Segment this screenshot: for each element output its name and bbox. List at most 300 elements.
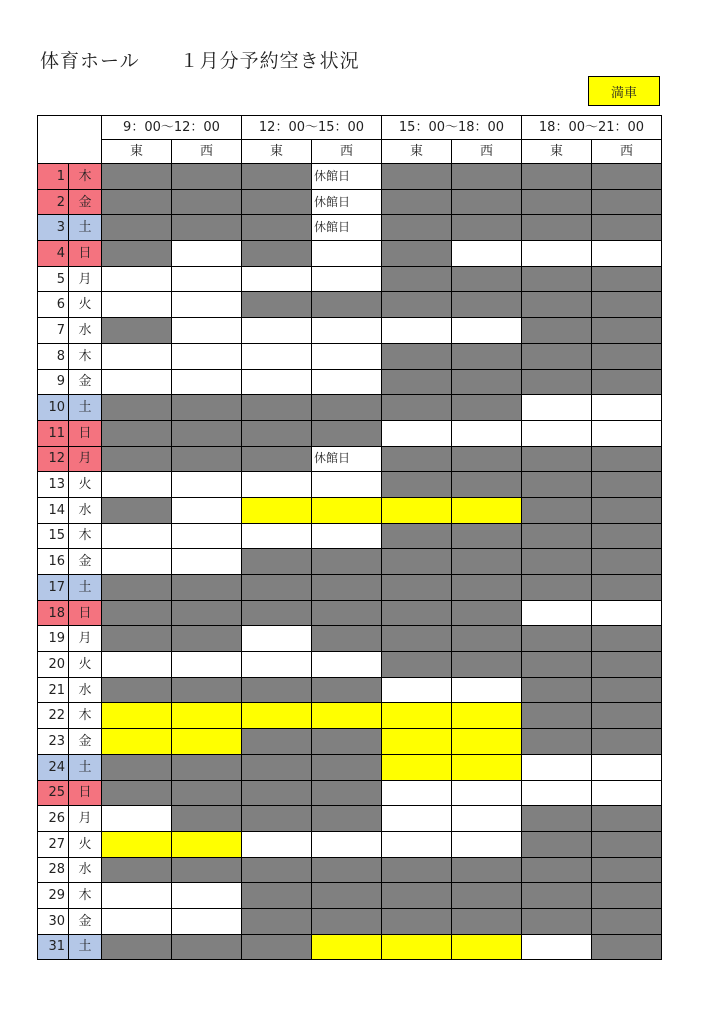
slot-cell-open <box>592 395 662 421</box>
slot-cell-booked <box>382 523 452 549</box>
slot-cell-open <box>242 831 312 857</box>
slot-cell-closed: 休館日 <box>312 164 382 190</box>
slot-cell-booked <box>522 575 592 601</box>
slot-cell-open <box>172 343 242 369</box>
slot-cell-booked <box>452 908 522 934</box>
slot-cell-full <box>452 703 522 729</box>
weekday-label: 土 <box>69 395 102 421</box>
slot-cell-open <box>312 369 382 395</box>
slot-cell-booked <box>102 754 172 780</box>
slot-cell-open <box>452 420 522 446</box>
slot-cell-booked <box>592 677 662 703</box>
slot-cell-open <box>102 266 172 292</box>
slot-cell-booked <box>522 908 592 934</box>
day-number: 20 <box>38 652 69 678</box>
slot-cell-full <box>242 703 312 729</box>
slot-cell-open <box>522 780 592 806</box>
slot-cell-open <box>102 883 172 909</box>
slot-cell-open <box>312 523 382 549</box>
day-number: 15 <box>38 523 69 549</box>
slot-cell-booked <box>592 266 662 292</box>
slot-cell-booked <box>102 420 172 446</box>
slot-cell-booked <box>312 780 382 806</box>
day-number: 19 <box>38 626 69 652</box>
slot-cell-booked <box>452 215 522 241</box>
slot-header: 9：00～12：00 <box>102 116 242 140</box>
weekday-label: 金 <box>69 189 102 215</box>
day-number: 3 <box>38 215 69 241</box>
slot-cell-booked <box>382 652 452 678</box>
day-number: 26 <box>38 806 69 832</box>
hall-header-east: 東 <box>382 140 452 164</box>
slot-cell-booked <box>522 652 592 678</box>
hall-header-east: 東 <box>102 140 172 164</box>
table-row <box>38 420 662 446</box>
slot-cell-booked <box>452 626 522 652</box>
slot-cell-open <box>592 600 662 626</box>
slot-cell-booked <box>522 626 592 652</box>
slot-cell-open <box>242 266 312 292</box>
slot-cell-booked <box>452 549 522 575</box>
weekday-label: 日 <box>69 600 102 626</box>
day-number: 16 <box>38 549 69 575</box>
slot-cell-booked <box>102 215 172 241</box>
slot-cell-booked <box>172 189 242 215</box>
slot-cell-booked <box>242 549 312 575</box>
slot-cell-open <box>522 934 592 960</box>
slot-cell-booked <box>522 523 592 549</box>
slot-cell-booked <box>382 883 452 909</box>
slot-cell-open <box>172 523 242 549</box>
slot-cell-booked <box>382 472 452 498</box>
slot-cell-booked <box>382 164 452 190</box>
table-row <box>38 395 662 421</box>
slot-cell-open <box>592 754 662 780</box>
page-title: 体育ホール １月分予約空き状況 <box>40 50 360 72</box>
slot-cell-booked <box>592 549 662 575</box>
table-row <box>38 164 662 190</box>
slot-cell-booked <box>592 497 662 523</box>
slot-cell-open <box>102 369 172 395</box>
weekday-label: 木 <box>69 164 102 190</box>
weekday-label: 木 <box>69 523 102 549</box>
slot-cell-booked <box>592 652 662 678</box>
slot-cell-open <box>522 420 592 446</box>
slot-cell-booked <box>592 318 662 344</box>
slot-cell-open <box>242 318 312 344</box>
slot-cell-booked <box>312 420 382 446</box>
day-number: 23 <box>38 729 69 755</box>
weekday-label: 木 <box>69 343 102 369</box>
slot-cell-booked <box>242 600 312 626</box>
slot-cell-booked <box>102 395 172 421</box>
slot-cell-booked <box>312 883 382 909</box>
slot-cell-booked <box>242 395 312 421</box>
slot-cell-open <box>172 549 242 575</box>
slot-cell-booked <box>522 318 592 344</box>
slot-cell-booked <box>522 831 592 857</box>
slot-cell-booked <box>592 523 662 549</box>
slot-cell-full <box>452 497 522 523</box>
reservation-rows <box>38 164 662 960</box>
slot-cell-booked <box>312 806 382 832</box>
slot-cell-open <box>452 806 522 832</box>
slot-cell-open <box>452 318 522 344</box>
slot-cell-booked <box>592 934 662 960</box>
day-number: 11 <box>38 420 69 446</box>
day-number: 22 <box>38 703 69 729</box>
slot-cell-booked <box>452 857 522 883</box>
slot-cell-booked <box>382 908 452 934</box>
slot-header: 15：00～18：00 <box>382 116 522 140</box>
slot-cell-booked <box>312 677 382 703</box>
slot-cell-booked <box>102 318 172 344</box>
weekday-label: 土 <box>69 934 102 960</box>
slot-cell-open <box>172 472 242 498</box>
slot-cell-booked <box>102 934 172 960</box>
hall-header-row <box>38 140 662 164</box>
slot-cell-booked <box>452 652 522 678</box>
slot-cell-full <box>172 831 242 857</box>
slot-cell-booked <box>102 164 172 190</box>
weekday-label: 水 <box>69 318 102 344</box>
slot-cell-booked <box>312 908 382 934</box>
slot-cell-full <box>382 729 452 755</box>
slot-cell-booked <box>102 497 172 523</box>
slot-cell-open <box>382 318 452 344</box>
slot-cell-open <box>242 626 312 652</box>
slot-cell-open <box>172 908 242 934</box>
weekday-label: 金 <box>69 549 102 575</box>
table-row <box>38 549 662 575</box>
slot-cell-closed: 休館日 <box>312 189 382 215</box>
slot-cell-booked <box>312 626 382 652</box>
slot-cell-open <box>102 472 172 498</box>
slot-cell-booked <box>382 292 452 318</box>
day-number: 30 <box>38 908 69 934</box>
slot-cell-booked <box>312 549 382 575</box>
weekday-label: 木 <box>69 703 102 729</box>
slot-cell-booked <box>102 780 172 806</box>
slot-cell-open <box>452 677 522 703</box>
day-number: 27 <box>38 831 69 857</box>
slot-cell-booked <box>592 164 662 190</box>
slot-cell-open <box>312 343 382 369</box>
slot-cell-booked <box>382 241 452 267</box>
slot-cell-booked <box>172 420 242 446</box>
slot-cell-full <box>452 729 522 755</box>
slot-cell-booked <box>592 626 662 652</box>
weekday-label: 土 <box>69 215 102 241</box>
slot-cell-booked <box>382 343 452 369</box>
slot-cell-booked <box>242 754 312 780</box>
slot-cell-open <box>172 318 242 344</box>
slot-cell-booked <box>102 189 172 215</box>
slot-cell-open <box>522 600 592 626</box>
slot-cell-open <box>172 497 242 523</box>
slot-cell-open <box>382 420 452 446</box>
day-number: 2 <box>38 189 69 215</box>
slot-cell-booked <box>312 395 382 421</box>
slot-cell-closed: 休館日 <box>312 446 382 472</box>
slot-header: 18：00～21：00 <box>522 116 662 140</box>
slot-cell-full <box>172 729 242 755</box>
table-row <box>38 806 662 832</box>
corner-cell <box>38 116 102 164</box>
table-row <box>38 600 662 626</box>
slot-cell-booked <box>522 189 592 215</box>
slot-cell-open <box>102 292 172 318</box>
day-number: 6 <box>38 292 69 318</box>
slot-cell-booked <box>172 806 242 832</box>
table-row <box>38 215 662 241</box>
weekday-label: 土 <box>69 575 102 601</box>
slot-cell-open <box>522 395 592 421</box>
hall-header-east: 東 <box>522 140 592 164</box>
table-row <box>38 626 662 652</box>
slot-cell-booked <box>452 575 522 601</box>
slot-cell-booked <box>592 446 662 472</box>
slot-cell-booked <box>172 857 242 883</box>
slot-cell-booked <box>382 626 452 652</box>
day-number: 28 <box>38 857 69 883</box>
table-row <box>38 343 662 369</box>
slot-cell-booked <box>102 677 172 703</box>
slot-cell-open <box>102 908 172 934</box>
slot-cell-open <box>382 806 452 832</box>
slot-cell-open <box>172 292 242 318</box>
slot-cell-booked <box>592 831 662 857</box>
slot-cell-booked <box>522 677 592 703</box>
slot-cell-booked <box>242 934 312 960</box>
slot-cell-booked <box>522 883 592 909</box>
weekday-label: 日 <box>69 420 102 446</box>
slot-cell-booked <box>522 703 592 729</box>
table-row <box>38 241 662 267</box>
weekday-label: 金 <box>69 908 102 934</box>
day-number: 9 <box>38 369 69 395</box>
hall-header-east: 東 <box>242 140 312 164</box>
slot-cell-booked <box>172 780 242 806</box>
slot-cell-booked <box>172 600 242 626</box>
slot-cell-booked <box>522 857 592 883</box>
table-row <box>38 729 662 755</box>
slot-cell-booked <box>452 164 522 190</box>
slot-cell-booked <box>172 215 242 241</box>
table-row <box>38 780 662 806</box>
slot-cell-booked <box>452 472 522 498</box>
slot-cell-booked <box>242 677 312 703</box>
weekday-label: 月 <box>69 266 102 292</box>
slot-cell-full <box>382 754 452 780</box>
slot-cell-booked <box>242 780 312 806</box>
slot-cell-booked <box>382 575 452 601</box>
slot-cell-booked <box>522 729 592 755</box>
slot-cell-booked <box>452 600 522 626</box>
slot-cell-open <box>102 652 172 678</box>
slot-cell-booked <box>452 292 522 318</box>
slot-cell-full <box>382 703 452 729</box>
slot-cell-booked <box>592 472 662 498</box>
slot-cell-booked <box>592 703 662 729</box>
table-row <box>38 472 662 498</box>
slot-cell-booked <box>592 369 662 395</box>
table-row <box>38 677 662 703</box>
slot-cell-booked <box>592 908 662 934</box>
weekday-label: 水 <box>69 677 102 703</box>
weekday-label: 火 <box>69 652 102 678</box>
day-number: 17 <box>38 575 69 601</box>
table-row <box>38 446 662 472</box>
slot-cell-booked <box>242 729 312 755</box>
slot-cell-open <box>172 369 242 395</box>
slot-cell-full <box>452 754 522 780</box>
slot-cell-booked <box>242 215 312 241</box>
slot-header-row <box>38 116 662 140</box>
slot-cell-open <box>452 780 522 806</box>
slot-cell-booked <box>242 164 312 190</box>
slot-cell-booked <box>452 523 522 549</box>
day-number: 1 <box>38 164 69 190</box>
day-number: 5 <box>38 266 69 292</box>
slot-cell-booked <box>382 600 452 626</box>
slot-cell-booked <box>522 497 592 523</box>
slot-cell-booked <box>312 600 382 626</box>
slot-cell-full <box>242 497 312 523</box>
table-row <box>38 652 662 678</box>
slot-cell-full <box>102 703 172 729</box>
day-number: 18 <box>38 600 69 626</box>
slot-cell-booked <box>522 215 592 241</box>
weekday-label: 木 <box>69 883 102 909</box>
slot-cell-open <box>382 831 452 857</box>
hall-header-west: 西 <box>172 140 242 164</box>
hall-header-west: 西 <box>312 140 382 164</box>
reservation-table <box>37 115 662 960</box>
table-row <box>38 575 662 601</box>
day-number: 31 <box>38 934 69 960</box>
slot-cell-booked <box>242 420 312 446</box>
day-number: 14 <box>38 497 69 523</box>
slot-cell-open <box>242 523 312 549</box>
slot-cell-booked <box>452 883 522 909</box>
slot-cell-booked <box>382 395 452 421</box>
day-number: 7 <box>38 318 69 344</box>
slot-cell-open <box>172 883 242 909</box>
slot-cell-open <box>242 472 312 498</box>
table-row <box>38 754 662 780</box>
slot-cell-booked <box>592 343 662 369</box>
slot-cell-open <box>452 241 522 267</box>
slot-cell-booked <box>102 446 172 472</box>
slot-cell-booked <box>172 575 242 601</box>
slot-cell-booked <box>382 857 452 883</box>
slot-cell-booked <box>452 446 522 472</box>
slot-cell-full <box>312 497 382 523</box>
slot-cell-open <box>242 343 312 369</box>
table-row <box>38 857 662 883</box>
slot-cell-booked <box>592 883 662 909</box>
slot-cell-booked <box>172 934 242 960</box>
table-row <box>38 703 662 729</box>
slot-cell-booked <box>242 575 312 601</box>
slot-cell-booked <box>172 395 242 421</box>
slot-cell-full <box>382 497 452 523</box>
table-row <box>38 883 662 909</box>
slot-cell-open <box>312 241 382 267</box>
slot-cell-booked <box>382 369 452 395</box>
slot-cell-booked <box>522 343 592 369</box>
slot-cell-booked <box>452 343 522 369</box>
slot-cell-booked <box>172 626 242 652</box>
day-number: 25 <box>38 780 69 806</box>
table-row <box>38 266 662 292</box>
slot-cell-booked <box>312 729 382 755</box>
slot-cell-open <box>242 369 312 395</box>
slot-cell-booked <box>522 549 592 575</box>
slot-cell-open <box>452 831 522 857</box>
legend-full-badge: 満車 <box>588 76 660 106</box>
weekday-label: 金 <box>69 729 102 755</box>
slot-cell-booked <box>382 189 452 215</box>
slot-cell-full <box>382 934 452 960</box>
slot-cell-booked <box>242 908 312 934</box>
slot-cell-booked <box>592 729 662 755</box>
slot-cell-booked <box>242 241 312 267</box>
slot-cell-open <box>102 523 172 549</box>
slot-cell-booked <box>242 883 312 909</box>
weekday-label: 月 <box>69 806 102 832</box>
slot-cell-full <box>312 703 382 729</box>
hall-header-west: 西 <box>592 140 662 164</box>
slot-cell-open <box>172 266 242 292</box>
slot-cell-booked <box>312 575 382 601</box>
weekday-label: 火 <box>69 831 102 857</box>
slot-cell-booked <box>242 857 312 883</box>
slot-cell-booked <box>382 549 452 575</box>
table-row <box>38 523 662 549</box>
slot-cell-booked <box>592 189 662 215</box>
slot-cell-open <box>522 241 592 267</box>
slot-cell-booked <box>522 472 592 498</box>
slot-cell-open <box>592 241 662 267</box>
slot-cell-booked <box>242 446 312 472</box>
slot-cell-full <box>102 729 172 755</box>
slot-cell-open <box>382 677 452 703</box>
slot-cell-open <box>522 754 592 780</box>
slot-cell-open <box>312 472 382 498</box>
table-row <box>38 908 662 934</box>
slot-cell-open <box>242 652 312 678</box>
slot-cell-booked <box>312 857 382 883</box>
slot-cell-open <box>592 420 662 446</box>
slot-cell-booked <box>312 754 382 780</box>
slot-cell-booked <box>592 215 662 241</box>
slot-cell-open <box>312 318 382 344</box>
slot-cell-booked <box>102 241 172 267</box>
weekday-label: 水 <box>69 857 102 883</box>
slot-cell-booked <box>102 600 172 626</box>
day-number: 13 <box>38 472 69 498</box>
day-number: 4 <box>38 241 69 267</box>
slot-cell-booked <box>312 292 382 318</box>
table-row <box>38 189 662 215</box>
weekday-label: 金 <box>69 369 102 395</box>
slot-cell-full <box>312 934 382 960</box>
weekday-label: 月 <box>69 446 102 472</box>
weekday-label: 火 <box>69 292 102 318</box>
slot-cell-booked <box>172 164 242 190</box>
